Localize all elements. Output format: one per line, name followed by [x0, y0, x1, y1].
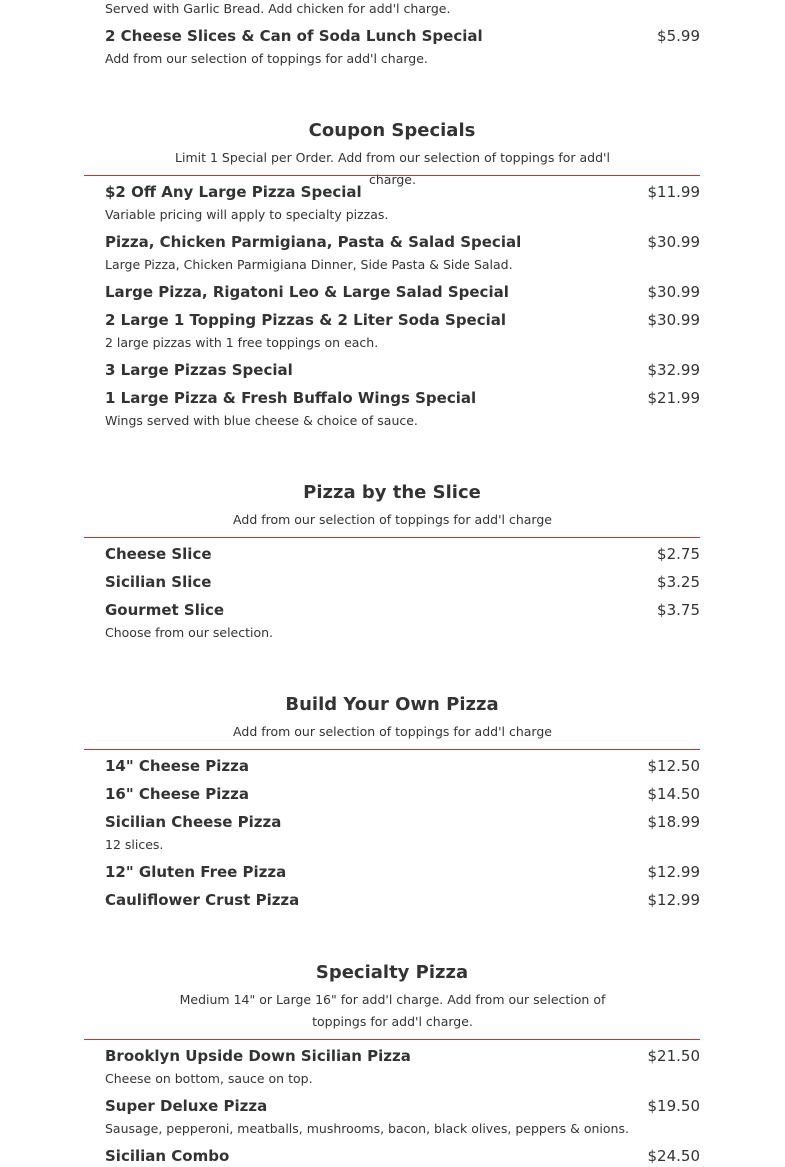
item-name: 2 Large 1 Topping Pizzas & 2 Liter Soda Special	[105, 311, 507, 329]
menu-item[interactable]	[105, 755, 700, 777]
item-price: $19.50	[647, 1097, 700, 1115]
menu-item[interactable]	[105, 861, 700, 883]
item-name: Sicilian Slice	[105, 573, 212, 591]
item-description: 12 slices.	[105, 837, 164, 852]
item-price: $14.50	[647, 785, 700, 803]
section-divider	[84, 537, 700, 538]
section-title-specialty: Specialty Pizza	[315, 962, 469, 983]
item-price: $30.99	[647, 311, 700, 329]
section-note-byo: Add from our selection of toppings for add'l charge	[233, 724, 552, 739]
item-name: Cauliflower Crust Pizza	[105, 891, 300, 909]
item-name: 1 Large Pizza & Fresh Buffalo Wings Special	[105, 389, 477, 407]
section-note-coupon: Limit 1 Special per Order. Add from our selection of toppings for add'l charge.	[175, 150, 610, 187]
item-description: Sausage, pepperoni, meatballs, mushrooms, bacon, black olives, peppers & onions.	[105, 1121, 629, 1136]
menu-item[interactable]	[105, 599, 700, 621]
item-price: $12.99	[647, 863, 700, 881]
menu-item[interactable]	[105, 783, 700, 805]
item-price: $30.99	[647, 233, 700, 251]
menu-item[interactable]	[105, 281, 700, 303]
item-price: $18.99	[647, 813, 700, 831]
menu-item[interactable]	[105, 1095, 700, 1117]
item-price: $2.75	[657, 545, 700, 563]
item-name: 12" Gluten Free Pizza	[105, 863, 287, 881]
item-price: $3.25	[657, 573, 700, 591]
item-price: $24.50	[647, 1147, 700, 1165]
section-title-coupon: Coupon Specials	[308, 120, 476, 141]
item-name: 2 Cheese Slices & Can of Soda Lunch Special	[105, 27, 483, 45]
item-description: Wings served with blue cheese & choice of sauce.	[105, 413, 418, 428]
menu-item[interactable]	[105, 811, 700, 833]
item-description: Cheese on bottom, sauce on top.	[105, 1071, 313, 1086]
item-name: 14" Cheese Pizza	[105, 757, 249, 775]
menu-item[interactable]	[105, 1045, 700, 1067]
item-name: $2 Off Any Large Pizza Special	[105, 183, 362, 201]
item-price: $30.99	[647, 283, 700, 301]
menu-item[interactable]	[105, 181, 700, 203]
menu-item[interactable]	[105, 571, 700, 593]
item-name: Sicilian Cheese Pizza	[105, 813, 282, 831]
menu-item[interactable]	[105, 543, 700, 565]
item-name: Super Deluxe Pizza	[105, 1097, 268, 1115]
menu-item[interactable]	[105, 231, 700, 253]
item-price: $21.99	[647, 389, 700, 407]
item-price: $12.99	[647, 891, 700, 909]
section-divider	[84, 1039, 700, 1040]
section-note-slice: Add from our selection of toppings for add'l charge	[233, 512, 552, 527]
item-name: 16" Cheese Pizza	[105, 785, 249, 803]
item-name: Cheese Slice	[105, 545, 212, 563]
section-title-byo: Build Your Own Pizza	[285, 694, 499, 715]
item-description: Variable pricing will apply to specialty pizzas.	[105, 207, 389, 222]
item-description: Large Pizza, Chicken Parmigiana Dinner, Side Pasta & Side Salad.	[105, 257, 513, 272]
item-price: $11.99	[647, 183, 700, 201]
item-description: 2 large pizzas with 1 free toppings on each.	[105, 335, 379, 350]
lunch-top-description: Served with Garlic Bread. Add chicken for add'l charge.	[105, 1, 451, 16]
item-price: $32.99	[647, 361, 700, 379]
item-name: Sicilian Combo	[105, 1147, 230, 1165]
item-description: Add from our selection of toppings for add'l charge.	[105, 51, 428, 66]
item-price: $21.50	[647, 1047, 700, 1065]
item-description: Choose from our selection.	[105, 625, 274, 640]
item-name: Pizza, Chicken Parmigiana, Pasta & Salad Special	[105, 233, 522, 251]
item-name: Brooklyn Upside Down Sicilian Pizza	[105, 1047, 411, 1065]
section-note-specialty: Medium 14" or Large 16" for add'l charge. Add from our selection of toppings for add'l charge.	[179, 992, 606, 1029]
section-divider	[84, 175, 700, 176]
section-divider	[84, 749, 700, 750]
item-price: $12.50	[647, 757, 700, 775]
menu-item[interactable]	[105, 359, 700, 381]
item-price: $3.75	[657, 601, 700, 619]
menu-item[interactable]	[105, 309, 700, 331]
menu-item[interactable]	[105, 387, 700, 409]
item-name: Gourmet Slice	[105, 601, 225, 619]
item-name: Large Pizza, Rigatoni Leo & Large Salad Special	[105, 283, 509, 301]
item-price: $5.99	[657, 27, 700, 45]
menu-item[interactable]	[105, 889, 700, 911]
item-name: 3 Large Pizzas Special	[105, 361, 293, 379]
section-title-slice: Pizza by the Slice	[303, 482, 481, 503]
menu-item[interactable]	[105, 25, 700, 47]
